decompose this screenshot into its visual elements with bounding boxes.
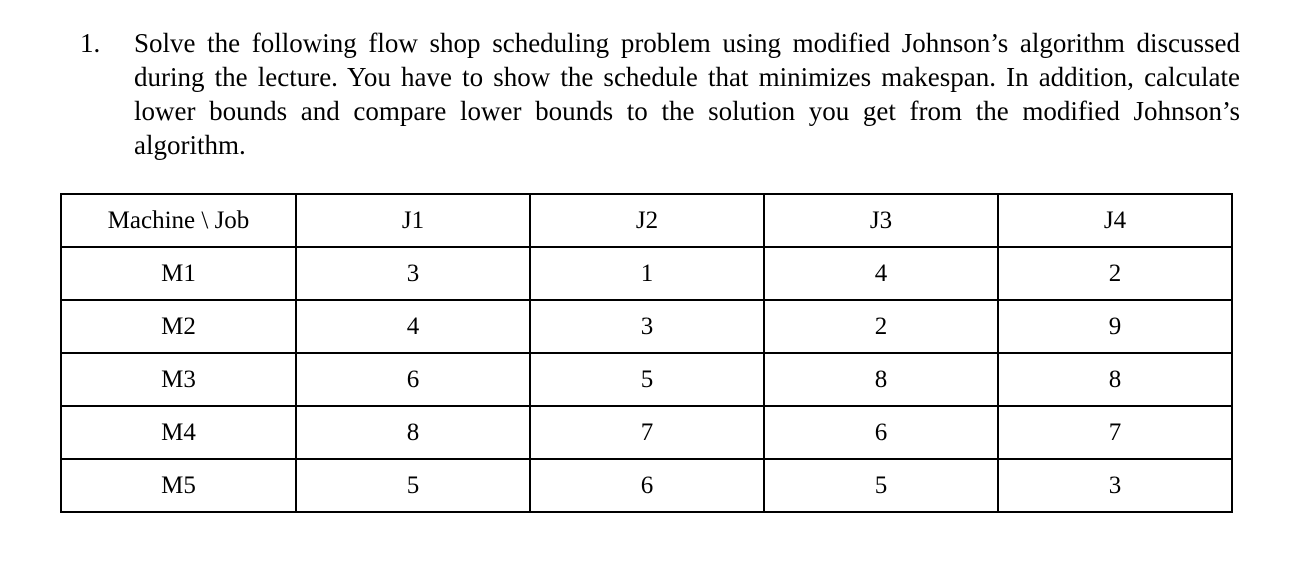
machine-label: M2 bbox=[61, 300, 296, 353]
table-cell: 2 bbox=[764, 300, 998, 353]
table-cell: 3 bbox=[296, 247, 530, 300]
table-cell: 7 bbox=[998, 406, 1232, 459]
machine-label: M3 bbox=[61, 353, 296, 406]
table-cell: 5 bbox=[530, 353, 764, 406]
table-row bbox=[61, 353, 1232, 406]
machine-label: M1 bbox=[61, 247, 296, 300]
table-row bbox=[61, 247, 1232, 300]
job-header: J4 bbox=[998, 194, 1232, 247]
job-header: J3 bbox=[764, 194, 998, 247]
table-row bbox=[61, 406, 1232, 459]
table-cell: 8 bbox=[998, 353, 1232, 406]
table-cell: 2 bbox=[998, 247, 1232, 300]
table-cell: 3 bbox=[530, 300, 764, 353]
machine-label: M5 bbox=[61, 459, 296, 512]
question-number: 1. bbox=[80, 28, 101, 58]
table-cell: 6 bbox=[296, 353, 530, 406]
table-cell: 1 bbox=[530, 247, 764, 300]
table-cell: 6 bbox=[530, 459, 764, 512]
table-cell: 8 bbox=[296, 406, 530, 459]
corner-header: Machine \ Job bbox=[61, 194, 296, 247]
table-header-row bbox=[61, 194, 1232, 247]
table-cell: 6 bbox=[764, 406, 998, 459]
machine-label: M4 bbox=[61, 406, 296, 459]
table-cell: 4 bbox=[296, 300, 530, 353]
table-row bbox=[61, 300, 1232, 353]
job-header: J2 bbox=[530, 194, 764, 247]
question-text: Solve the following flow shop scheduling problem using modified Johnson’s algorithm discussed during the lecture. You have to show the schedule that minimizes makespan. In addition, calculate lower bounds and compare lower bounds to the solution you get from the modified Johnson’s algorithm. bbox=[134, 28, 1240, 160]
table-cell: 4 bbox=[764, 247, 998, 300]
question bbox=[80, 26, 1240, 162]
job-header: J1 bbox=[296, 194, 530, 247]
table-cell: 9 bbox=[998, 300, 1232, 353]
processing-time-table bbox=[60, 193, 1233, 513]
table-cell: 7 bbox=[530, 406, 764, 459]
table-cell: 5 bbox=[764, 459, 998, 512]
table-cell: 3 bbox=[998, 459, 1232, 512]
table-cell: 5 bbox=[296, 459, 530, 512]
table-cell: 8 bbox=[764, 353, 998, 406]
table-row bbox=[61, 459, 1232, 512]
